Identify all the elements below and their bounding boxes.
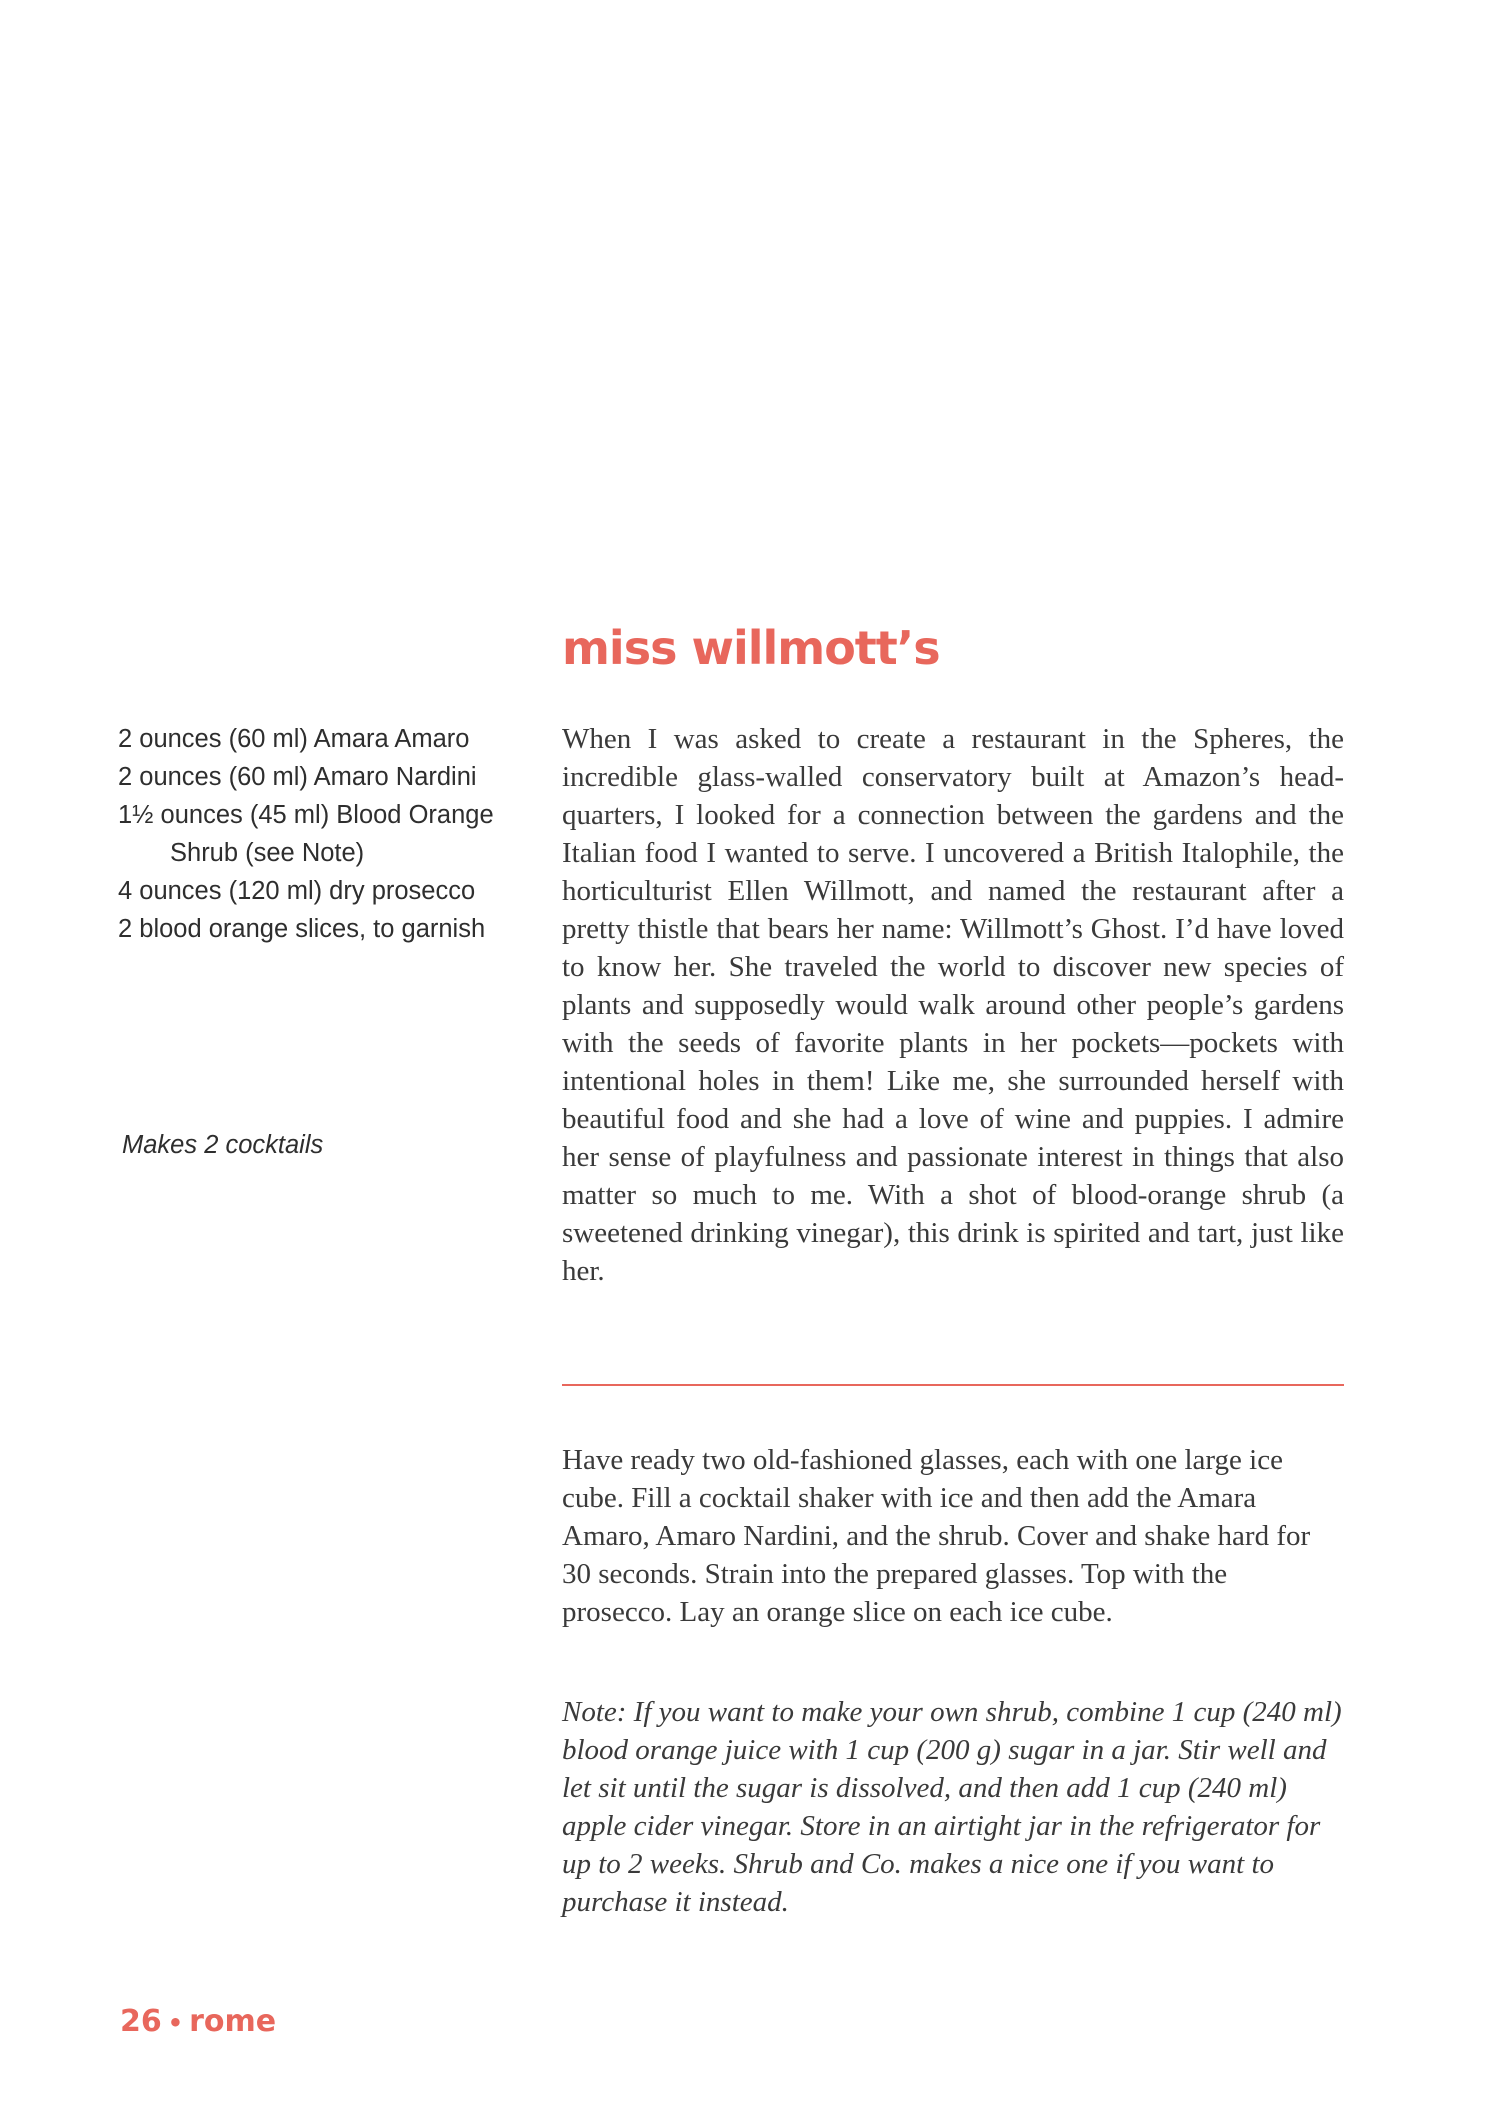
ingredient-item: 4 ounces (120 ml) dry prosecco — [118, 877, 476, 905]
page-number: 26 — [120, 2004, 162, 2039]
ingredient-item: 1½ ounces (45 ml) Blood Orange Shrub (see Note) — [118, 801, 494, 867]
recipe-yield: Makes 2 cocktails — [122, 1131, 324, 1159]
ingredient-item: 2 ounces (60 ml) Amaro Nardini — [118, 763, 477, 791]
ingredient-list — [118, 720, 518, 948]
page-footer — [120, 2004, 277, 2039]
ingredient-item: 2 ounces (60 ml) Amara Amaro — [118, 725, 470, 753]
footer-separator: • — [167, 2009, 184, 2037]
ingredient-item: 2 blood orange slices, to garnish — [118, 915, 486, 943]
section-name: rome — [189, 2004, 277, 2039]
recipe-title: miss willmott’s — [562, 621, 940, 675]
section-divider — [562, 1384, 1344, 1386]
recipe-note: Note: If you want to make your own shrub, combine 1 cup (240 ml) blood orange juice with 1 cup (200 g) sugar in a jar. Stir well and let sit until the sugar is dissolved, and then add 1 cup (240 ml) apple cider vinegar. Store in an airtight jar in the refrigerator for up to 2 weeks. Shrub and Co. makes a nice one if you want to purchase it instead. — [562, 1696, 1342, 1918]
recipe-method: Have ready two old-fashioned glasses, each with one large ice cube. Fill a cocktail shaker with ice and then add the Amara Amaro, Amaro Nardini, and the shrub. Cover and shake hard for 30 seconds. Strain into the prepared glasses. Top with the prosecco. Lay an orange slice on each ice cube. — [562, 1444, 1311, 1628]
recipe-intro: When I was asked to create a restaurant in the Spheres, the incredible glass-walled conservatory built at Amazon’s headquarters, I looked for a connection between the gardens and the Italian food I wanted to serve. I uncovered a British Italophile, the horticulturist Ellen Willmott, and named the restaurant after a pretty thistle that bears her name: Willmott’s Ghost. I’d have loved to know her. She traveled the world to discover new species of plants and supposedly would walk around other people’s gardens with the seeds of favorite plants in her pockets—pockets with intentional holes in them! Like me, she surrounded herself with beautiful food and she had a love of wine and puppies. I admire her sense of playfulness and passionate interest in things that also matter so much to me. With a shot of blood-orange shrub (a sweetened drinking vinegar), this drink is spirited and tart, just like her. — [562, 723, 1344, 1287]
